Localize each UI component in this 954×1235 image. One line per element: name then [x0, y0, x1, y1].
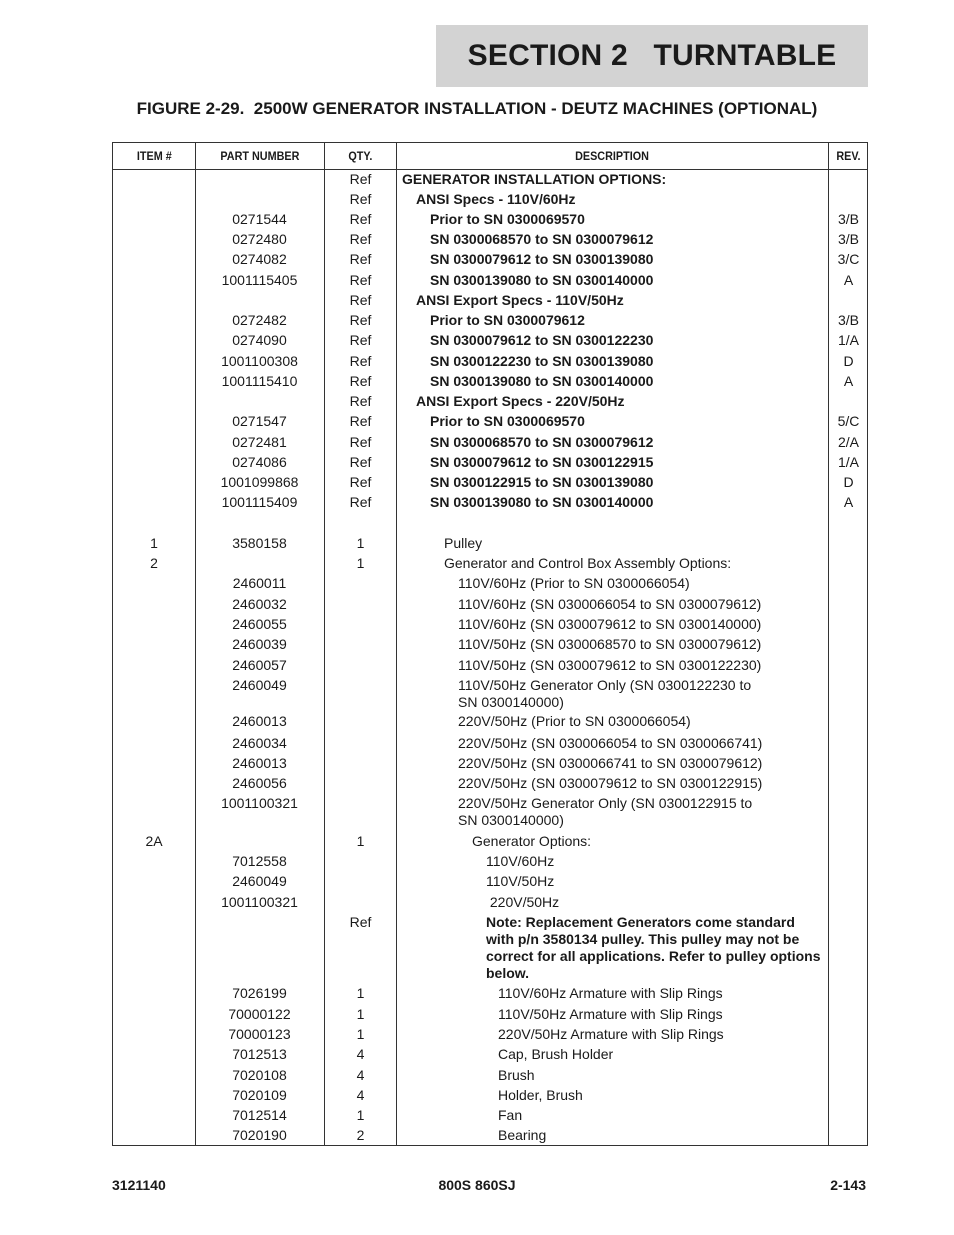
- cell-description: Prior to SN 0300079612: [430, 312, 585, 328]
- cell-description: 110V/60Hz (SN 0300066054 to SN 0300079612): [458, 596, 762, 612]
- cell-part-number: 1001099868: [220, 474, 299, 490]
- cell-part-number: 2460034: [232, 735, 287, 751]
- cell-part-number: 70000122: [228, 1006, 291, 1022]
- cell-description: Pulley: [444, 535, 483, 551]
- cell-description: SN 0300068570 to SN 0300079612: [430, 231, 654, 247]
- cell-qty: 1: [356, 535, 365, 551]
- cell-part-number: 3580158: [232, 535, 287, 551]
- cell-description: ANSI Export Specs - 220V/50Hz: [416, 393, 625, 409]
- cell-qty: Ref: [349, 353, 372, 369]
- cell-description: SN 0300139080 to SN 0300140000: [430, 494, 654, 510]
- footer-page-number: 2-143: [830, 1177, 866, 1193]
- cell-part-number: 1001115409: [221, 494, 298, 510]
- cell-part-number: 70000123: [228, 1026, 291, 1042]
- cell-qty: 1: [356, 555, 365, 571]
- parts-table: [112, 142, 868, 1146]
- cell-qty: Ref: [349, 373, 372, 389]
- cell-part-number: 0271547: [232, 413, 287, 429]
- cell-rev: A: [843, 373, 854, 389]
- cell-item: 2A: [145, 833, 163, 849]
- cell-description: GENERATOR INSTALLATION OPTIONS:: [402, 171, 667, 187]
- cell-description: Prior to SN 0300069570: [430, 413, 585, 429]
- cell-qty: 1: [356, 1026, 365, 1042]
- cell-part-number: 2460032: [232, 596, 287, 612]
- cell-qty: Ref: [349, 413, 372, 429]
- cell-description: SN 0300139080 to SN 0300140000: [430, 373, 654, 389]
- cell-qty: 4: [356, 1046, 365, 1062]
- cell-description: SN 0300139080 to SN 0300140000: [430, 272, 654, 288]
- cell-rev: 3/B: [837, 231, 859, 247]
- cell-description: Fan: [498, 1107, 523, 1123]
- cell-description: 110V/60Hz: [486, 853, 555, 869]
- cell-part-number: 1001115410: [221, 373, 298, 389]
- header-rev-label: REV.: [835, 149, 861, 163]
- cell-part-number: 7012513: [232, 1046, 287, 1062]
- cell-description: 220V/50Hz Armature with Slip Rings: [498, 1026, 724, 1042]
- cell-part-number: 7012558: [232, 853, 287, 869]
- cell-description: 110V/50Hz Generator Only (SN 0300122230 to SN 0300140000): [458, 677, 752, 710]
- cell-rev: 3/B: [837, 211, 859, 227]
- cell-description: Generator Options:: [472, 833, 592, 849]
- cell-qty: Ref: [349, 191, 372, 207]
- cell-description: ANSI Specs - 110V/60Hz: [416, 191, 576, 207]
- cell-rev: 5/C: [837, 413, 860, 429]
- cell-part-number: 2460049: [232, 677, 287, 693]
- cell-item: 2: [150, 555, 158, 571]
- cell-part-number: 7020109: [232, 1087, 287, 1103]
- cell-description: 110V/50Hz (SN 0300068570 to SN 0300079612): [458, 636, 762, 652]
- cell-rev: D: [843, 474, 854, 490]
- cell-qty: 1: [356, 985, 365, 1001]
- cell-qty: Ref: [349, 494, 372, 510]
- cell-description: SN 0300068570 to SN 0300079612: [430, 434, 654, 450]
- cell-part-number: 1001115405: [221, 272, 298, 288]
- header-description: [396, 143, 828, 169]
- cell-part-number: 0274090: [232, 332, 287, 348]
- cell-qty: Ref: [349, 231, 372, 247]
- cell-description: SN 0300079612 to SN 0300122915: [430, 454, 654, 470]
- header-part-label: PART NUMBER: [219, 149, 300, 163]
- section-header: [436, 25, 868, 87]
- cell-part-number: 2460057: [232, 657, 287, 673]
- cell-part-number: 7026199: [232, 985, 287, 1001]
- cell-qty: 2: [356, 1127, 365, 1143]
- cell-description: SN 0300079612 to SN 0300122230: [430, 332, 654, 348]
- header-part-number: [195, 143, 324, 169]
- cell-description: Prior to SN 0300069570: [430, 211, 585, 227]
- header-qty-label: QTY.: [347, 149, 372, 163]
- cell-qty: Ref: [349, 251, 372, 267]
- section-title: SECTION 2 TURNTABLE: [467, 39, 837, 72]
- cell-description: 220V/50Hz: [486, 894, 560, 910]
- cell-description: 110V/60Hz (Prior to SN 0300066054): [458, 575, 690, 591]
- cell-description: SN 0300079612 to SN 0300139080: [430, 251, 654, 267]
- header-rev: [828, 143, 868, 169]
- cell-description: 220V/50Hz (SN 0300066741 to SN 0300079612): [458, 755, 763, 771]
- cell-description: 220V/50Hz (Prior to SN 0300066054): [458, 713, 691, 729]
- cell-rev: 3/B: [837, 312, 859, 328]
- cell-description: Cap, Brush Holder: [498, 1046, 614, 1062]
- cell-qty: 1: [356, 1107, 365, 1123]
- footer-model: 800S 860SJ: [438, 1177, 516, 1193]
- header-item-label: ITEM #: [136, 149, 172, 163]
- cell-part-number: 2460011: [232, 575, 287, 591]
- cell-part-number: 2460013: [232, 755, 287, 771]
- cell-qty: Ref: [349, 171, 372, 187]
- cell-part-number: 7020190: [232, 1127, 287, 1143]
- cell-qty: 4: [356, 1087, 365, 1103]
- header-item: [113, 143, 195, 169]
- cell-description: Generator and Control Box Assembly Options:: [444, 555, 732, 571]
- cell-description: SN 0300122230 to SN 0300139080: [430, 353, 654, 369]
- cell-qty: 1: [356, 1006, 365, 1022]
- cell-part-number: 2460055: [232, 616, 287, 632]
- cell-rev: A: [843, 494, 854, 510]
- cell-part-number: 7020108: [232, 1067, 287, 1083]
- cell-rev: D: [843, 353, 854, 369]
- cell-part-number: 2460039: [232, 636, 287, 652]
- cell-qty: Ref: [349, 332, 372, 348]
- cell-description: Holder, Brush: [498, 1087, 583, 1103]
- cell-qty: Ref: [349, 914, 372, 930]
- cell-part-number: 2460056: [232, 775, 287, 791]
- cell-rev: 1/A: [837, 332, 859, 348]
- cell-description: ANSI Export Specs - 110V/50Hz: [416, 292, 624, 308]
- cell-rev: 1/A: [837, 454, 859, 470]
- cell-part-number: 0272481: [232, 434, 287, 450]
- footer-doc-number: 3121140: [112, 1177, 166, 1193]
- cell-qty: Ref: [349, 312, 372, 328]
- cell-part-number: 7012514: [232, 1107, 287, 1123]
- column-divider: [828, 143, 829, 1145]
- cell-description: 110V/60Hz (SN 0300079612 to SN 0300140000): [458, 616, 762, 632]
- cell-part-number: 2460049: [232, 873, 287, 889]
- cell-part-number: 0271544: [232, 211, 287, 227]
- cell-qty: Ref: [349, 211, 372, 227]
- cell-qty: Ref: [349, 474, 372, 490]
- cell-description: 220V/50Hz (SN 0300079612 to SN 0300122915): [458, 775, 763, 791]
- cell-rev: 3/C: [837, 251, 860, 267]
- cell-description: 110V/60Hz Armature with Slip Rings: [498, 985, 723, 1001]
- cell-qty: Ref: [349, 434, 372, 450]
- cell-rev: A: [843, 272, 854, 288]
- cell-part-number: 2460013: [232, 713, 287, 729]
- cell-qty: 1: [356, 833, 365, 849]
- cell-part-number: 0274082: [232, 251, 287, 267]
- cell-qty: Ref: [349, 393, 372, 409]
- cell-description: Bearing: [498, 1127, 547, 1143]
- cell-description: 220V/50Hz Generator Only (SN 0300122915 to SN 0300140000): [458, 795, 753, 828]
- cell-part-number: 0272480: [232, 231, 287, 247]
- cell-part-number: 1001100321: [221, 795, 298, 811]
- cell-description: 110V/50Hz: [486, 873, 555, 889]
- cell-part-number: 0272482: [232, 312, 287, 328]
- cell-qty: Ref: [349, 454, 372, 470]
- cell-qty: Ref: [349, 292, 372, 308]
- cell-description: 110V/50Hz Armature with Slip Rings: [498, 1006, 723, 1022]
- header-divider: [113, 169, 867, 170]
- cell-rev: 2/A: [837, 434, 859, 450]
- cell-description: Brush: [498, 1067, 535, 1083]
- cell-description: 220V/50Hz (SN 0300066054 to SN 0300066741): [458, 735, 763, 751]
- cell-qty: 4: [356, 1067, 365, 1083]
- cell-qty: Ref: [349, 272, 372, 288]
- figure-title: FIGURE 2-29. 2500W GENERATOR INSTALLATION - DEUTZ MACHINES (OPTIONAL): [136, 99, 818, 118]
- cell-description: SN 0300122915 to SN 0300139080: [430, 474, 654, 490]
- cell-item: 1: [150, 535, 158, 551]
- cell-part-number: 1001100321: [221, 894, 298, 910]
- cell-description: 110V/50Hz (SN 0300079612 to SN 0300122230): [458, 657, 762, 673]
- header-desc-label: DESCRIPTION: [575, 149, 649, 163]
- cell-description: Note: Replacement Generators come standard with p/n 3580134 pulley. This pulley may not be correct for all applications. Refer to pulley options below.: [486, 914, 821, 981]
- cell-part-number: 0274086: [232, 454, 287, 470]
- header-qty: [324, 143, 396, 169]
- cell-part-number: 1001100308: [221, 353, 298, 369]
